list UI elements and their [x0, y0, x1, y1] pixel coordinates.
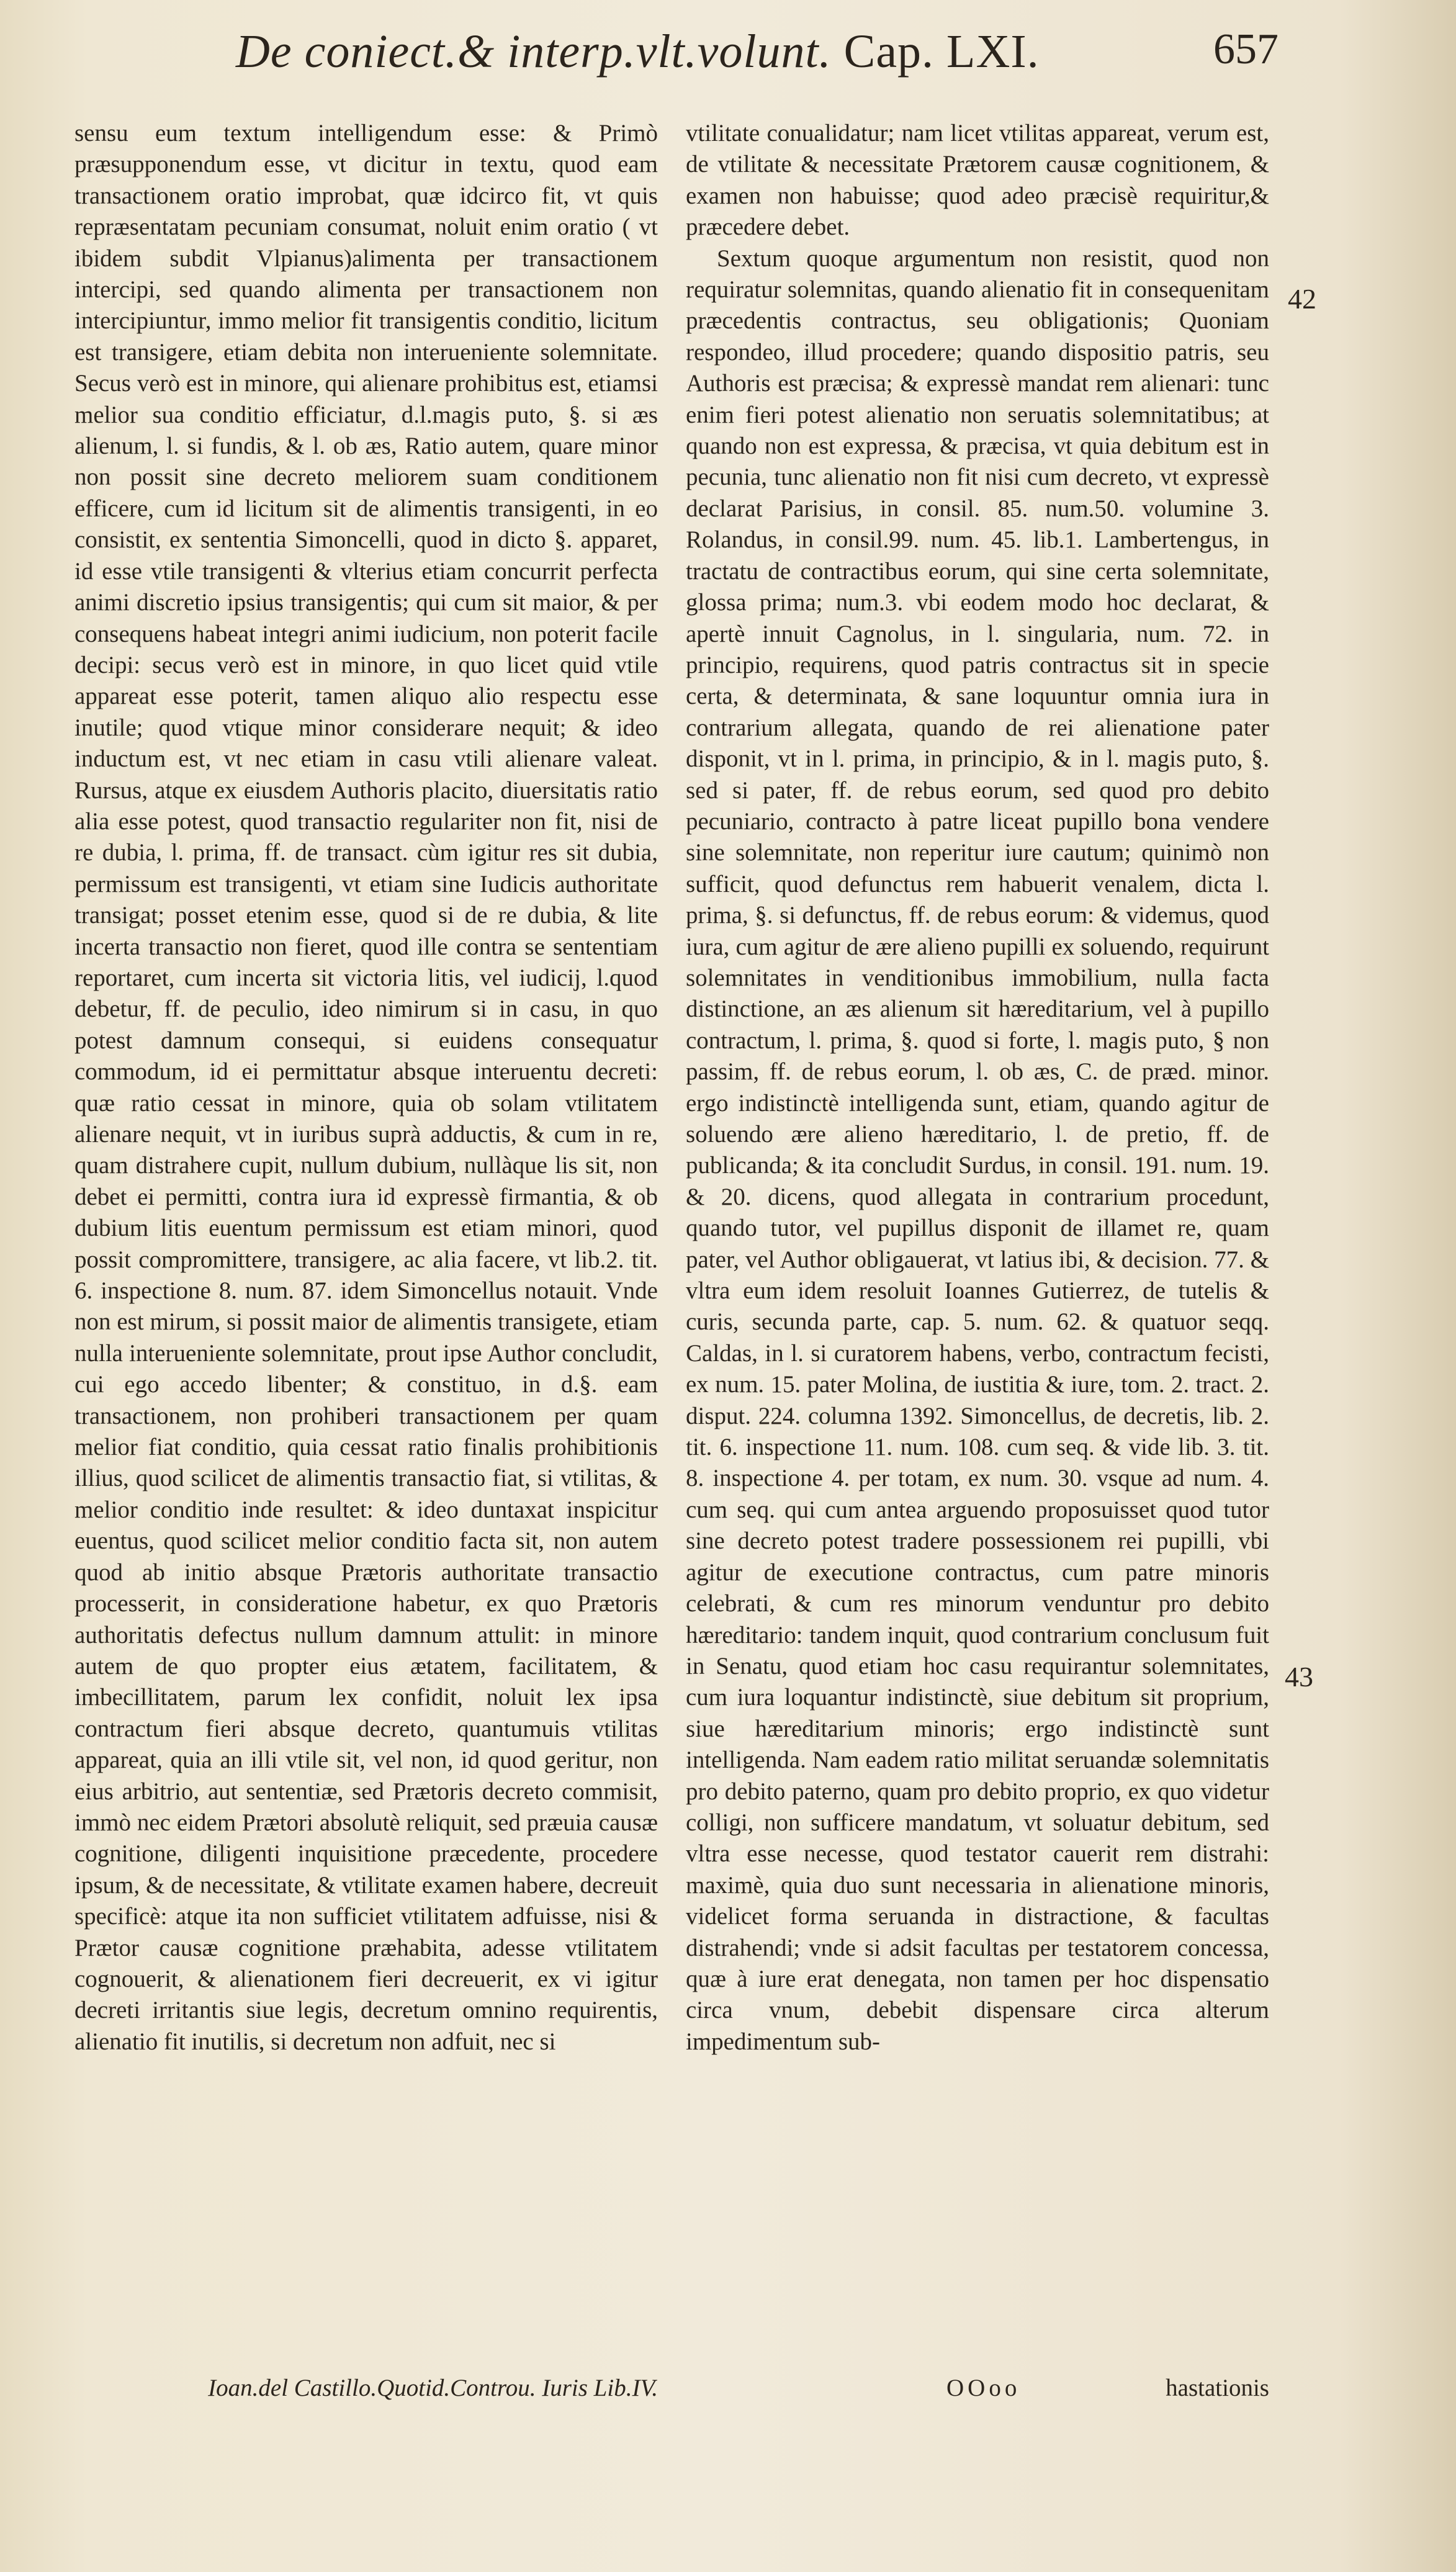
- signature-mark: OOoo: [946, 2375, 1021, 2401]
- margin-number-43: 43: [1285, 1661, 1313, 1693]
- right-paragraph-continuation: vtilitate conualidatur; nam licet vtilitas appareat, verum est, de vtilitate & necessitate Prætorem causæ cognitionem, & examen non habuisse; quod adeo præcisè requiritur,& præcedere debet.: [686, 120, 1269, 241]
- catchword: hastationis: [1166, 2375, 1269, 2401]
- running-head: De coniect.& interp.vlt.volunt. Cap. LXI.: [236, 25, 1040, 78]
- left-column: [74, 118, 658, 2057]
- page-number: 657: [1213, 25, 1278, 73]
- page-header: [236, 25, 1278, 99]
- footer-running-title: Ioan.del Castillo.Quotid.Controu. Iuris Lib.IV.: [208, 2375, 658, 2401]
- margin-number-42: 42: [1288, 283, 1316, 315]
- left-paragraph: sensu eum textum intelligendum esse: & Primò præsupponendum esse, vt dicitur in textu, quod eam transactionem oratio improbat, quæ idcirco fit, vt quis repræsentatam pecuniam consumat, noluit enim oratio ( vt ibidem subdit Vlpianus)alimenta per transactionem intercipi, sed quando alimenta per transactionem non intercipiuntur, immo melior fit transigentis conditio, licitum est transigere, etiam debita non interueniente solemnitate. Secus verò est in minore, qui alienare prohibitus est, etiamsi melior sua conditio efficiatur, d.l.magis puto, §. si æs alienum, l. si fundis, & l. ob æs, Ratio autem, quare minor non possit sine decreto meliorem suam conditionem efficere, cum id licitum sit de alimentis transigenti, in eo consistit, ex sententia Simoncelli, quod in dicto §. apparet, id esse vtile transigenti & vlterius etiam concurrit perfecta animi discretio ipsius transigentis; qui cum sit maior, & per consequens habeat integri animi iudicium, non poterit facile decipi: secus verò est in minore, in quo licet quid vtile appareat esse poterit, tamen aliquo alio respectu esse inutile; quod vtique minor considerare nequit; & ideo inductum est, vt nec etiam in casu vtili alienare valeat. Rursus, atque ex eiusdem Authoris placito, diuersitatis ratio alia esse potest, quod transactio regulariter non fit, nisi de re dubia, l. prima, ff. de transact. cùm igitur res sit dubia, permissum est transigenti, vt etiam sine Iudicis authoritate transigat; posset etenim esse, quod si de re dubia, & lite incerta transactio non fieret, quod ille contra se sententiam reportaret, cum incerta sit victoria litis, vel iudicij, l.quod debetur, ff. de peculio, ideo nimirum si in casu, in quo potest damnum consequi, si euidens consequatur commodum, id ei permittatur absque interuentu decreti: quæ ratio cessat in minore, quia ob solam vtilitatem alienare nequit, vt in iuribus suprà adductis, & cum in re, quam distrahere cupit, nullum dubium, nullàque lis sit, non debet ei permitti, contra iura id expressè firmantia, & ob dubium litis euentum permissum est etiam minori, quod possit compromittere, transigere, ac alia facere, vt lib.2. tit. 6. inspectione 8. num. 87. idem Simoncellus notauit. Vnde non est mirum, si possit maior de alimentis transigete, etiam nulla interueniente solemnitate, prout ipse Author concludit, cui ego accedo libenter; & constituo, in d.§. eam transactionem, non prohiberi transactionem per quam melior fiat conditio, quia cessat ratio finalis prohibitionis illius, quod scilicet de alimentis transactio fiat, si vtilitas, & melior conditio inde resultet: & ideo duntaxat inspicitur euentus, quod scilicet melior conditio facta sit, non autem quod ab initio absque Prætoris authoritate transactio processerit, in consideratione habetur, ex quo Prætoris authoritatis defectus nullum damnum attulit: in minore autem de quo propter eius ætatem, facilitatem, & imbecillitatem, parum lex confidit, noluit lex ipsa contractum fieri absque decreto, quantumuis vtilitas appareat, quia an illi vtile sit, vel non, id quod geritur, non eius arbitrio, aut sententiæ, sed Prætoris decreto commisit, immò nec eidem Prætori absolutè reliquit, sed præuia causæ cognitione, diligenti inquisitione præcedente, procedere ipsum, & de necessitate, & vtilitate examen habere, decreuit specificè: atque ita non sufficiet vtilitatem adfuisse, nisi & Prætor causæ cognitione præhabita, adesse vtilitatem cognouerit, & alienationem fieri decreuerit, ex vi igitur decreti irritantis siue legis, decretum omnino requirentis, alienatio fit inutilis, si decretum non adfuit, nec si: [74, 120, 658, 2055]
- footer-right: [686, 2374, 1269, 2411]
- right-column: [686, 118, 1269, 2057]
- chapter-label: Cap. LXI.: [843, 25, 1040, 78]
- right-paragraph-sextum: Sextum quoque argumentum non resistit, quod non requiratur solemnitas, quando alienatio fit in consequenitam præcedentis contractus, seu obligationis; Quoniam respondeo, illud procedere; quando dispositio patris, seu Authoris est præcisa; & expressè mandat rem alienari: tunc enim fieri potest alienatio non seruatis solemnitatibus; at quando non est expressa, & præcisa, vt quia debitum est in pecunia, tunc alienatio non fit nisi cum decreto, vt expressè declarat Parisius, in consil. 85. num.50. volumine 3. Rolandus, in consil.99. num. 45. lib.1. Lambertengus, in tractatu de contractibus eorum, qui sine certa solemnitate, glossa prima; num.3. vbi eodem modo hoc declarat, & apertè innuit Cagnolus, in l. singularia, num. 72. in principio, requirens, quod patris contractus sit in specie certa, & determinata, & sane loquuntur omnia iura in contrarium allegata, quando de rei alienatione pater disponit, vt in l. prima, in principio, & in l. magis puto, §. sed si pater, ff. de rebus eorum, sed quod pro debito pecuniario, contracto à patre liceat pupillo bona vendere sine solemnitate, non reperitur iure cautum; quinimò non sufficit, quod defunctus rem habuerit venalem, dicta l. prima, §. si defunctus, ff. de rebus eorum: & videmus, quod iura, cum agitur de ære alieno pupilli ex soluendo, requirunt solemnitates in venditionibus immobilium, nulla facta distinctione, an æs alienum sit hæreditarium, vel à pupillo contractum, l. prima, §. quod si forte, l. magis puto, § non passim, ff. de rebus eorum, l. ob æs, C. de præd. minor. ergo indistinctè intelligenda sunt, etiam, quando agitur de soluendo ære alieno hæreditario, l. de pretio, ff. de publicanda; & ita concludit Surdus, in consil. 191. num. 19. & 20. dicens, quod allegata in contrarium procedunt, quando tutor, vel pupillus disponit de illamet re, quam pater, vel Author obligauerat, vt latius ibi, & decision. 77. & vltra eum idem resoluit Ioannes Gutierrez, de tutelis & curis, secunda parte, cap. 5. num. 62. & quatuor seqq. Caldas, in l. si curatorem habens, verbo, contractum fecisti, ex num. 15. pater Molina, de iustitia & iure, tom. 2. tract. 2. disput. 224. columna 1392. Simoncellus, de decretis, lib. 2. tit. 6. inspectione 11. num. 108. cum seq. & vide lib. 3. tit. 8. inspectione 4. per totam, ex num. 30. vsque ad num. 4. cum seq. qui cum antea arguendo proposuisset quod tutor sine decreto potest tradere possessionem rei pupilli, vbi agitur de executione contractus, cum patre minoris celebrati, & cum res minorum venduntur pro debito hæreditario: tandem inquit, quod contrarium conclusum fuit in Senatu, quod etiam hoc casu requirantur solemnitates, cum iura loquantur indistinctè, siue debitum sit proprium, siue hæreditarium minoris; ergo indistinctè sunt intelligenda. Nam eadem ratio militat seruandæ solemnitatis pro debito paterno, quam pro debito proprio, ex quo videtur colligi, non sufficere mandatum, vt soluatur debitum, sed vltra esse necesse, quod testator cauerit rem distrahi: maximè, quia duo sunt necessaria in alienatione minoris, videlicet forma seruanda in distractione, & facultas distrahendi; vnde si adsit facultas per testatorem concessa, quæ à iure erat denegata, non tamen per hoc dispensatio circa vnum, debebit dispensare circa alterum impedimentum sub-: [686, 245, 1269, 2055]
